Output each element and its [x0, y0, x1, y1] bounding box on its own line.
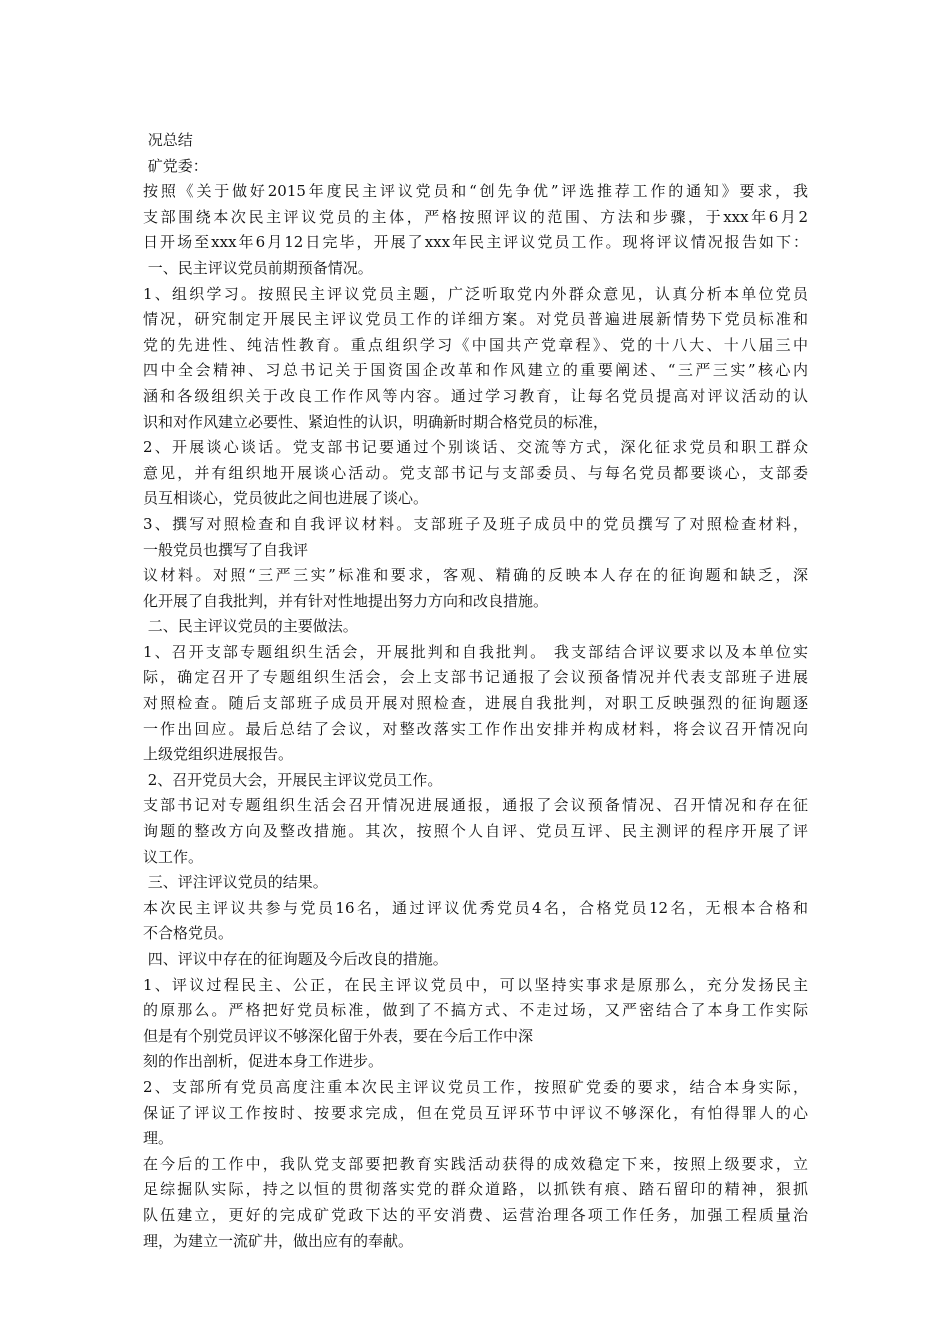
text-line: 议材料。对照“三严三实”标准和要求，客观、精确的反映本人存在的征询题和缺乏，深 — [143, 566, 808, 585]
text-line: 不合格党员。 — [143, 924, 234, 943]
text-line: 一般党员也撰写了自我评 — [143, 540, 309, 559]
text-line: 1、评议过程民主、公正，在民主评议党员中，可以坚持实事求是原那么，充分发扬民主 — [143, 975, 808, 994]
text-line: 1、召开支部专题组织生活会，开展批判和自我批判。 我支部结合评议要求以及本单位实 — [143, 642, 808, 661]
text-line: 本次民主评议共参与党员16名，通过评议优秀党员4名，合格党员12名，无根本合格和 — [143, 898, 808, 917]
text-line: 际，确定召开了专题组织生活会，会上支部书记通报了会议预备情况并代表支部班子进展 — [143, 668, 808, 687]
text-line: 矿党委： — [143, 156, 208, 175]
text-line: 二、民主评议党员的主要做法。 — [143, 617, 358, 636]
text-line: 询题的整改方向及整改措施。其次，按照个人自评、党员互评、民主测评的程序开展了评 — [143, 822, 808, 841]
text-line: 支部书记对专题组织生活会召开情况进展通报，通报了会议预备情况、召开情况和存在征 — [143, 796, 808, 815]
text-line: 队伍建立，更好的完成矿党政下达的平安消费、运营治理各项工作任务，加强工程质量治 — [143, 1205, 808, 1224]
text-line: 的原那么。严格把好党员标准，做到了不搞方式、不走过场，又严密结合了本身工作实际 — [143, 1001, 808, 1020]
document-body — [143, 128, 808, 1254]
text-line: 保证了评议工作按时、按要求完成，但在党员互评环节中评议不够深化，有怕得罪人的心 — [143, 1103, 808, 1122]
text-line: 理，为建立一流矿井，做出应有的奉献。 — [143, 1231, 414, 1250]
text-line: 情况，研究制定开展民主评议党员工作的详细方案。对党员普遍进展新情势下党员标准和 — [143, 310, 808, 329]
text-line: 3、撰写对照检查和自我评议材料。支部班子及班子成员中的党员撰写了对照检查材料， — [143, 514, 808, 533]
text-line: 化开展了自我批判，并有针对性地提出努力方向和改良措施。 — [143, 591, 549, 610]
text-line: 刻的作出剖析，促进本身工作进步。 — [143, 1052, 384, 1071]
text-line: 2、召开党员大会，开展民主评议党员工作。 — [143, 770, 443, 789]
text-line: 按照《关于做好2015年度民主评议党员和“创先争优”评选推荐工作的通知》要求，我 — [143, 182, 808, 201]
text-line: 2、支部所有党员高度注重本次民主评议党员工作，按照矿党委的要求，结合本身实际， — [143, 1077, 808, 1096]
text-line: 涵和各级组织关于改良工作作风等内容。通过学习教育，让每名党员提高对评议活动的认 — [143, 386, 808, 405]
text-line: 日开场至xxx年6月12日完毕，开展了xxx年民主评议党员工作。现将评议情况报告如下： — [143, 233, 808, 252]
text-line: 四、评议中存在的征询题及今后改良的措施。 — [143, 950, 448, 968]
text-line: 员互相谈心，党员彼此之间也进展了谈心。 — [143, 489, 429, 508]
text-line: 一作出回应。最后总结了会议，对整改落实工作作出安排并构成材料，将会议召开情况向 — [143, 719, 808, 738]
text-line: 在今后的工作中，我队党支部要把教育实践活动获得的成效稳定下来，按照上级要求，立 — [143, 1154, 808, 1173]
text-line: 况总结 — [143, 131, 193, 149]
text-line: 理。 — [143, 1129, 174, 1148]
text-line: 识和对作风建立必要性、紧迫性的认识，明确新时期合格党员的标准， — [143, 412, 609, 431]
text-line: 党的先进性、纯洁性教育。重点组织学习《中国共产党章程》、党的十八大、十八届三中 — [143, 335, 808, 354]
text-line: 但是有个别党员评议不够深化留于外表，要在今后工作中深 — [143, 1026, 534, 1045]
text-line: 四中全会精神、习总书记关于国资国企改革和作风建立的重要阐述、“三严三实”核心内 — [143, 361, 808, 380]
text-line: 三、评注评议党员的结果。 — [143, 873, 328, 892]
text-line: 1、组织学习。按照民主评议党员主题，广泛听取党内外群众意见，认真分析本单位党员 — [143, 284, 808, 303]
text-line: 支部围绕本次民主评议党员的主体，严格按照评议的范围、方法和步骤，于xxx年6月2 — [143, 207, 808, 226]
text-line: 意见，并有组织地开展谈心活动。党支部书记与支部委员、与每名党员都要谈心，支部委 — [143, 463, 808, 482]
text-line: 上级党组织进展报告。 — [143, 745, 294, 764]
text-line: 足综掘队实际，持之以恒的贯彻落实党的群众道路，以抓铁有痕、踏石留印的精神，狠抓 — [143, 1180, 808, 1199]
text-line: 议工作。 — [143, 847, 204, 866]
text-line: 对照检查。随后支部班子成员开展对照检查，进展自我批判，对职工反映强烈的征询题逐 — [143, 694, 808, 713]
text-line: 2、开展谈心谈话。党支部书记要通过个别谈话、交流等方式，深化征求党员和职工群众 — [143, 438, 808, 457]
text-line: 一、民主评议党员前期预备情况。 — [143, 258, 373, 277]
